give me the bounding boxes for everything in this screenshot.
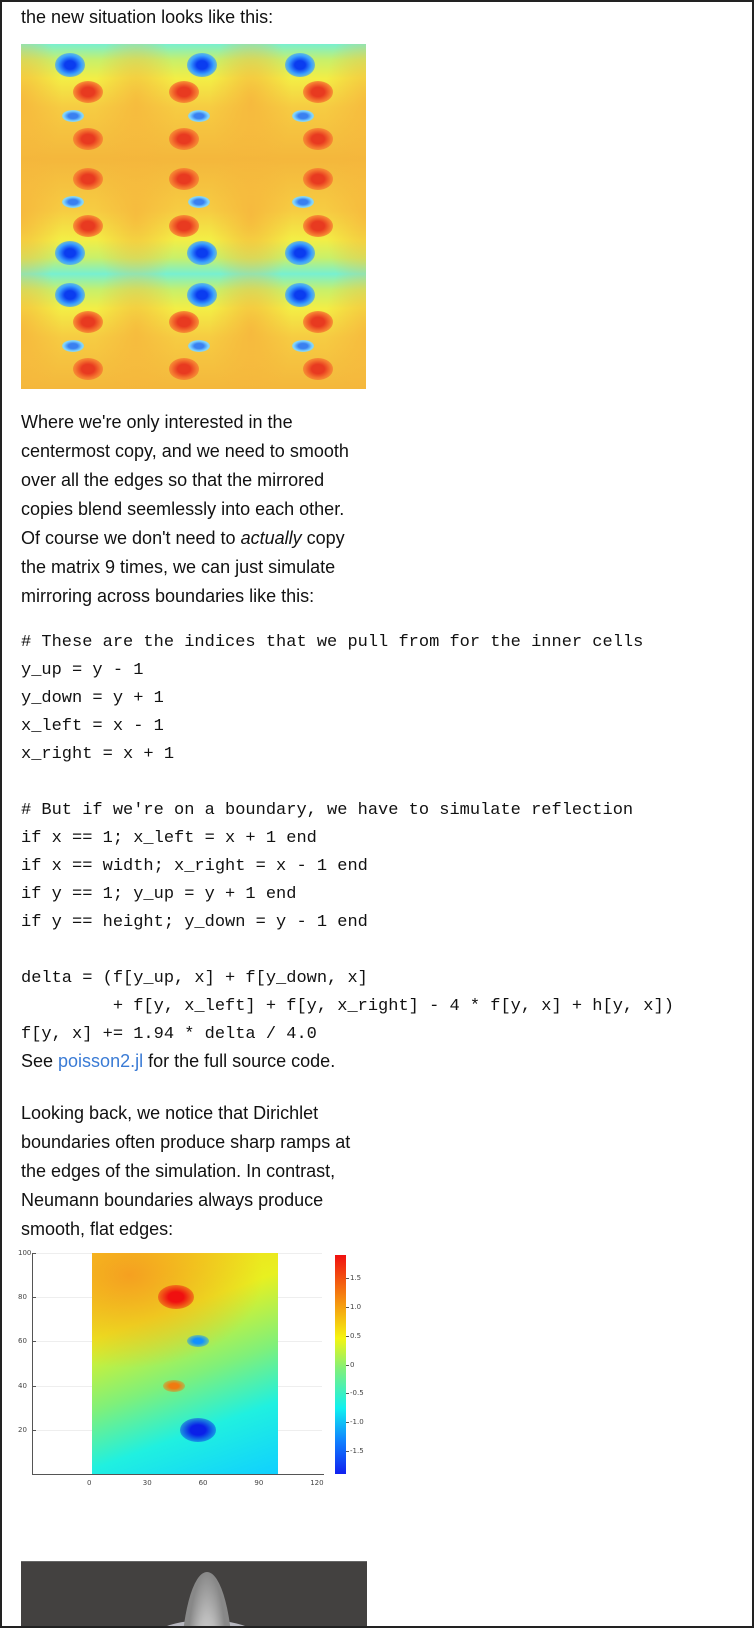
mirrored-tile: [251, 159, 366, 274]
field-blob: [55, 53, 85, 77]
text-line: centermost copy, and we need to smooth: [21, 441, 349, 461]
field-blob: [169, 168, 199, 190]
x-tick-label: 30: [142, 1479, 152, 1487]
field-blob: [285, 241, 315, 265]
field-blob: [303, 358, 333, 380]
colorbar-tick: [346, 1307, 349, 1308]
colorbar-tick-label: -1.5: [350, 1446, 364, 1455]
text-line: Where we're only interested in the: [21, 412, 293, 432]
colorbar-tick: [346, 1278, 349, 1279]
mirrored-heatmap-image: [21, 44, 366, 389]
field-blob: [188, 110, 210, 122]
x-tick-label: 60: [198, 1479, 208, 1487]
y-tick-label: 80: [18, 1293, 27, 1302]
mirrored-tile: [21, 274, 136, 389]
mirrored-tile: [251, 274, 366, 389]
text-line: Neumann boundaries always produce: [21, 1190, 324, 1210]
colorbar-tick: [346, 1365, 349, 1366]
heatmap-feature: [187, 1335, 209, 1347]
y-tick: [32, 1253, 36, 1254]
field-blob: [62, 196, 84, 208]
field-blob: [187, 283, 217, 307]
colorbar-tick-label: 1.0: [350, 1302, 362, 1311]
field-blob: [285, 283, 315, 307]
heatmap-feature: [158, 1285, 194, 1309]
text: Of course we don't need to: [21, 528, 241, 548]
colorbar: [335, 1255, 346, 1474]
heatmap-feature: [180, 1418, 216, 1442]
field-blob: [292, 110, 314, 122]
colorbar-tick-label: -0.5: [350, 1389, 364, 1398]
x-tick-label: 0: [87, 1479, 92, 1487]
paragraph-intro: the new situation looks like this:: [21, 7, 274, 27]
poisson2-link[interactable]: poisson2.jl: [58, 1051, 144, 1071]
y-tick-label: 40: [18, 1381, 27, 1390]
text-line: smooth, flat edges:: [21, 1219, 174, 1239]
field-blob: [303, 128, 333, 150]
text-line: over all the edges so that the mirrored: [21, 470, 325, 490]
field-blob: [187, 241, 217, 265]
field-blob: [292, 340, 314, 352]
field-blob: [303, 311, 333, 333]
heatmap-plot-area: [92, 1253, 278, 1474]
field-blob: [55, 241, 85, 265]
colorbar-tick-label: -1.0: [350, 1418, 364, 1427]
text-line: [21, 524, 349, 553]
mirrored-tile: [21, 159, 136, 274]
field-blob: [169, 358, 199, 380]
field-blob: [285, 53, 315, 77]
colorbar-tick-label: 1.5: [350, 1274, 362, 1283]
field-blob: [73, 81, 103, 103]
colorbar-tick: [346, 1422, 349, 1423]
surface-spike: [181, 1572, 233, 1628]
x-tick-label: 120: [310, 1479, 324, 1487]
field-blob: [169, 81, 199, 103]
paragraph-looking-back: [21, 1099, 350, 1244]
mirrored-tile: [136, 274, 251, 389]
y-tick: [32, 1430, 36, 1431]
field-blob: [303, 81, 333, 103]
y-tick: [32, 1297, 36, 1298]
field-blob: [303, 215, 333, 237]
text-line: the edges of the simulation. In contrast,: [21, 1161, 336, 1181]
field-blob: [73, 128, 103, 150]
field-blob: [188, 340, 210, 352]
colorbar-tick: [346, 1393, 349, 1394]
field-blob: [292, 196, 314, 208]
y-tick-label: 100: [18, 1249, 32, 1257]
text-line: mirroring across boundaries like this:: [21, 586, 315, 606]
text-line: the matrix 9 times, we can just simulate: [21, 557, 336, 577]
text: for the full source code.: [143, 1051, 336, 1071]
heatmap-feature: [163, 1380, 185, 1392]
paragraph-mirroring: [21, 408, 349, 611]
field-blob: [55, 283, 85, 307]
colorbar-tick: [346, 1336, 349, 1337]
field-blob: [62, 340, 84, 352]
field-blob: [187, 53, 217, 77]
colorbar-tick: [346, 1451, 349, 1452]
field-blob: [62, 110, 84, 122]
paragraph-source: [21, 1051, 335, 1071]
text-line: copies blend seemlessly into each other.: [21, 499, 345, 519]
mirrored-tile: [136, 44, 251, 159]
field-blob: [188, 196, 210, 208]
text: copy: [301, 528, 345, 548]
field-blob: [73, 311, 103, 333]
colorbar-tick-label: 0: [350, 1360, 355, 1369]
mirrored-tile: [251, 44, 366, 159]
neumann-heatmap-chart: [18, 1246, 364, 1546]
mirrored-tile: [136, 159, 251, 274]
field-blob: [73, 168, 103, 190]
field-blob: [303, 168, 333, 190]
y-axis: [32, 1253, 33, 1474]
field-blob: [169, 311, 199, 333]
field-blob: [73, 215, 103, 237]
emphasis: actually: [240, 528, 302, 548]
y-tick: [32, 1341, 36, 1342]
x-tick-label: 90: [254, 1479, 264, 1487]
text-line: Looking back, we notice that Dirichlet: [21, 1103, 319, 1123]
field-blob: [169, 215, 199, 237]
text: See: [21, 1051, 59, 1071]
3d-surface-render-image: [21, 1561, 367, 1628]
code-block: # These are the indices that we pull from for the inner cells y_up = y - 1 y_down = y + 1 x_left = x - 1 x_right = x + 1 # But if we're on a boundary, we have to simulate reflection if x == 1; x_left = x + 1 end if x == width; x_right = x - 1 end if y == 1; y_up = y + 1 end if y == height; y_down = y - 1 end delta = (f[y_up, x] + f[y_down, x] + f[y, x_left] + f[y, x_right] - 4 * f[y, x] + h[y, x]) f[y, x] += 1.94 * delta / 4.0: [21, 633, 674, 1044]
y-tick-label: 60: [18, 1337, 27, 1346]
y-tick-label: 20: [18, 1425, 27, 1434]
mirrored-tile: [21, 44, 136, 159]
text-line: boundaries often produce sharp ramps at: [21, 1132, 351, 1152]
y-tick: [32, 1386, 36, 1387]
x-axis: [32, 1474, 324, 1475]
field-blob: [73, 358, 103, 380]
colorbar-tick-label: 0.5: [350, 1331, 362, 1340]
field-blob: [169, 128, 199, 150]
